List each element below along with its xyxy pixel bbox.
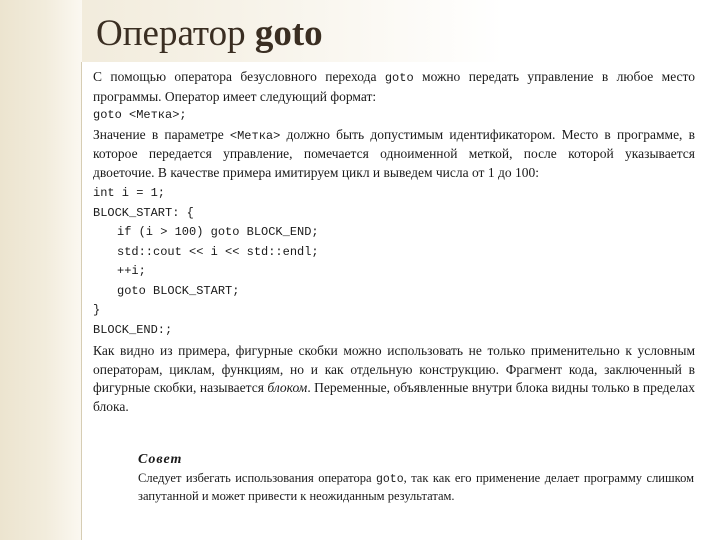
intro-inline-code: goto bbox=[384, 71, 414, 85]
label-inline-code: <Метка> bbox=[229, 128, 281, 143]
tip-text-start: Следует избегать использования оператора bbox=[138, 470, 376, 485]
intro-text-end: можно передать управление в любое место программы. Оператор имеет следующий формат: bbox=[93, 69, 695, 104]
code-line: ++i; bbox=[117, 264, 146, 278]
code-block bbox=[93, 184, 695, 340]
slide-title bbox=[96, 10, 323, 58]
left-margin-band bbox=[0, 0, 82, 540]
code-line: std::cout << i << std::endl; bbox=[117, 244, 319, 259]
tip-inline-code: goto bbox=[375, 472, 404, 486]
label-paragraph bbox=[93, 126, 695, 183]
conclusion-paragraph bbox=[93, 342, 695, 416]
title-plain: Оператор bbox=[96, 13, 255, 54]
intro-text-start: С помощью оператора безусловного перехода bbox=[93, 69, 385, 84]
tip-title: Совет bbox=[138, 452, 183, 467]
code-line: } bbox=[93, 303, 101, 317]
syntax-line: goto <Метка>; bbox=[93, 108, 187, 122]
slide-body bbox=[93, 68, 695, 416]
label-text-end: должно быть допустимым идентификатором. Место в программе, в которое передается управление, помечается одноименной меткой, после которой указывается двоеточие. В качестве примера имитируем цикл и выведем числа от 1 до 100: bbox=[93, 126, 695, 180]
intro-paragraph bbox=[93, 68, 695, 106]
conclusion-text-start: Как видно из примера, фигурные скобки можно использовать не только применительно к условным операторам, циклам, функциям, но и как отдельную конструкцию. Фрагмент кода, заключенный в фигурные скобки, называется bbox=[93, 343, 695, 395]
label-text-start: Значение в параметре bbox=[93, 126, 230, 142]
code-line: if (i > 100) goto BLOCK_END; bbox=[117, 225, 319, 239]
tip-text-end: , так как его применение делает программу слишком запутанной и может привести к неожиданным результатам. bbox=[138, 470, 694, 503]
left-divider bbox=[81, 62, 82, 540]
code-line: BLOCK_START: { bbox=[93, 205, 194, 220]
code-line: goto BLOCK_START; bbox=[117, 283, 240, 298]
tip-text bbox=[138, 470, 694, 506]
code-line: BLOCK_END:; bbox=[93, 322, 173, 337]
tip-box bbox=[138, 451, 694, 506]
title-keyword: goto bbox=[254, 13, 323, 54]
conclusion-term: блоком bbox=[267, 380, 308, 395]
code-line: int i = 1; bbox=[93, 186, 166, 200]
conclusion-text-end: . Переменные, объявленные внутри блока видны только в пределах блока. bbox=[93, 380, 695, 414]
